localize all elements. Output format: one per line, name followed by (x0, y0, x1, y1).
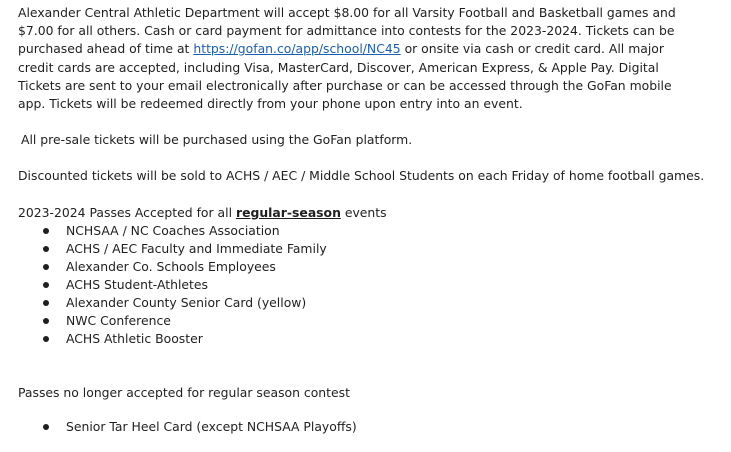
bullet-icon (43, 318, 49, 324)
bullet-icon (43, 336, 49, 342)
bullet-icon (43, 228, 49, 234)
intro-text-before-link: Alexander Central Athletic Department will accept $8.00 for all Varsity Football and Basketball games and $7.00 for all others. Cash or card payment for admittance into contests for the 2023-2024. Tickets can be purchased ahead of time at (18, 5, 676, 57)
list-item-label: NCHSAA / NC Coaches Association (66, 222, 280, 238)
list-item (18, 258, 718, 276)
list-item (18, 418, 718, 436)
list-item (18, 312, 718, 330)
bullet-icon (43, 282, 49, 288)
bullet-icon (43, 246, 49, 252)
list-item (18, 276, 718, 294)
bullet-icon (43, 424, 49, 430)
list-item (18, 330, 718, 348)
passes-accepted-heading-suffix: events (340, 204, 387, 220)
document-body (18, 4, 718, 436)
regular-season-emphasis: regular-season (235, 204, 341, 220)
passes-accepted-heading-prefix: 2023-2024 Passes Accepted for all (18, 204, 236, 220)
passes-accepted-list (18, 222, 718, 348)
passes-accepted-heading (18, 204, 718, 222)
list-item-label: ACHS Student-Athletes (66, 276, 208, 292)
discount-note: Discounted tickets will be sold to ACHS / AEC / Middle School Students on each Friday of home football games. (18, 168, 705, 184)
list-item (18, 222, 718, 240)
list-item-label: Alexander County Senior Card (yellow) (66, 294, 307, 310)
bullet-icon (43, 300, 49, 306)
presale-note: All pre-sale tickets will be purchased using the GoFan platform. (21, 132, 413, 148)
list-item (18, 240, 718, 258)
list-item-label: Alexander Co. Schools Employees (66, 258, 276, 274)
list-item (18, 294, 718, 312)
passes-not-accepted-list (18, 418, 718, 436)
list-item-label: ACHS Athletic Booster (66, 330, 203, 346)
gofan-link[interactable]: https://gofan.co/app/school/NC45 (193, 41, 401, 57)
bullet-icon (43, 264, 49, 270)
list-item-label: NWC Conference (66, 312, 171, 328)
passes-not-accepted-heading: Passes no longer accepted for regular season contest (18, 384, 350, 400)
intro-paragraph (18, 4, 690, 113)
list-item-label: Senior Tar Heel Card (except NCHSAA Playoffs) (66, 419, 357, 435)
list-item-label: ACHS / AEC Faculty and Immediate Family (66, 240, 327, 256)
intro-text-after-link: or onsite via cash or credit card. All major credit cards are accepted, including Visa, MasterCard, Discover, American Express, & Apple Pay. Digital Tickets are sent to your email electronically after purchase or can be accessed through the GoFan mobile app. Tickets will be redeemed directly from your phone upon entry into an event. (18, 41, 672, 112)
